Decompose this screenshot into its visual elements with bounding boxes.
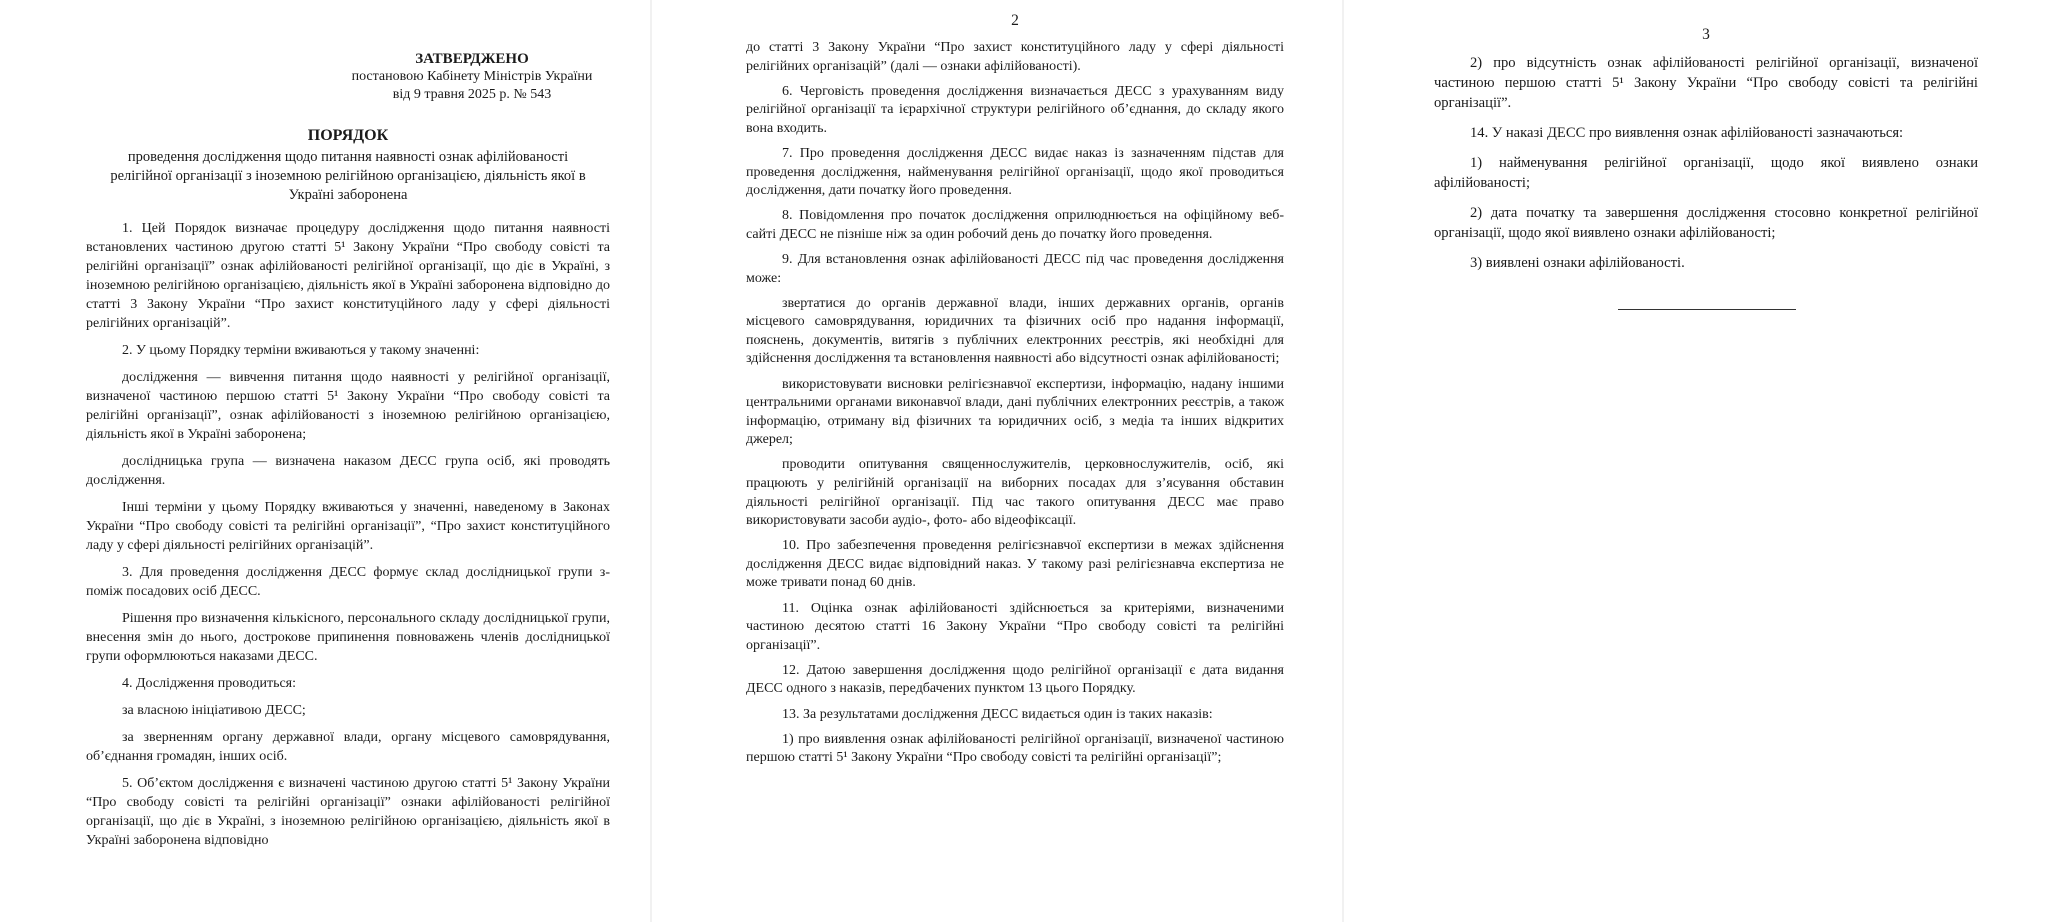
paragraph: 8. Повідомлення про початок дослідження оприлюднюється на офіційному веб-сайті ДЕСС не пізніше ніж за один робочий день до початку його проведення. (746, 208, 1284, 242)
paragraph: 1) про виявлення ознак афілійованості релігійної організації, визначеної частиною першою статті 5¹ Закону України “Про свободу совісті та релігійні організації”; (746, 731, 1284, 766)
paragraph: 12. Датою завершення дослідження щодо релігійної організації є дата видання ДЕСС одного з наказів, передбачених пунктом 13 цього Порядку. (746, 662, 1284, 697)
paragraph: 14. У наказі ДЕСС про виявлення ознак афілійованості зазначаються: (1470, 125, 1904, 141)
paragraph: за власною ініціативою ДЕСС; (122, 703, 306, 718)
paragraph: 13. За результатами дослідження ДЕСС видається один із таких наказів: (782, 706, 1213, 722)
paragraph: 6. Черговість проведення дослідження визначається ДЕСС з урахуванням виду релігійної організації та ієрархічної структури релігійного об’єднання, до складу якого вона входить. (746, 83, 1284, 136)
paragraph: Інші терміни у цьому Порядку вживаються у значенні, наведеному в Законах України “Про свободу совісті та релігійні організації”, “Про захист конституційного ладу у сфері діяльності релігійних організацій”. (86, 500, 610, 553)
document-page-2 (652, 0, 1342, 922)
paragraph: дослідницька група — визначена наказом ДЕСС група осіб, які проводять дослідження. (86, 454, 610, 488)
approved-by: постановою Кабінету Міністрів України (351, 69, 593, 84)
paragraph: 2) про відсутність ознак афілійованості релігійної організації, визначеної частиною першою статті 5¹ Закону України “Про свободу совісті та релігійні організації”. (1434, 55, 1978, 111)
document-subtitle: проведення дослідження щодо питання наявності ознак афілійованості релігійної організації з іноземною релігійною організацією, діяльність якої в Україні заборонена (110, 149, 586, 203)
paragraph: 10. Про забезпечення проведення релігієзнавчої експертизи в межах здійснення дослідження ДЕСС видає відповідний наказ. У такому разі релігієзнавча експертиза не може тривати понад 60 днів. (746, 538, 1284, 591)
paragraph: Рішення про визначення кількісного, персонального складу дослідницької групи, внесення змін до нього, дострокове припинення повноважень членів дослідницької групи оформлюються наказами ДЕСС. (86, 611, 610, 664)
paragraph: 7. Про проведення дослідження ДЕСС видає наказ із зазначенням підстав для проведення дослідження, найменування релігійної організації, щодо якої проводиться дослідження, дати початку його проведення. (746, 145, 1284, 199)
document-page-3 (1344, 0, 2048, 922)
document-end-line (1618, 309, 1796, 310)
approved-date: від 9 травня 2025 р. № 543 (392, 87, 552, 102)
paragraph: за зверненням органу державної влади, органу місцевого самоврядування, об’єднання громадян, інших осіб. (86, 730, 610, 764)
paragraph: 1. Цей Порядок визначає процедуру дослідження щодо питання наявності встановлених частиною другою статті 5¹ Закону України “Про свободу совісті та релігійні організації” ознак афілійованості релігійної організації, що діє в Україні, з іноземною релігійною організацією, діяльність якої в Україні заборонена відповідно до статті 3 Закону України “Про захист конституційного ладу у сфері діяльності релігійних організацій”. (86, 221, 610, 331)
paragraph: 2. У цьому Порядку терміни вживаються у такому значенні: (122, 343, 480, 358)
document-title: ПОРЯДОК (307, 127, 389, 144)
paragraph: проводити опитування священнослужителів, церковнослужителів, осіб, які працюють у релігійній організації на виборних посадах для з’ясування обставин діяльності релігійної організації. Під час такого опитування ДЕСС має право використовувати засоби аудіо-, фото- або відеофіксації. (746, 457, 1284, 529)
document-page-1 (0, 0, 650, 922)
paragraph: 2) дата початку та завершення дослідження стосовно конкретної релігійної організації, щодо якої виявлено ознаки афілійованості; (1434, 205, 1978, 241)
approval-stamp (322, 50, 622, 104)
paragraph: звертатися до органів державної влади, інших державних органів, органів місцевого самоврядування, юридичних та фізичних осіб про надання інформації, пояснень, документів, витягів з публічних електронних реєстрів, які необхідні для здійснення дослідження та встановлення наявності або відсутності ознак афілійованості; (746, 295, 1284, 367)
page-number: 2 (1011, 12, 1019, 29)
paragraph: дослідження — вивчення питання щодо наявності у релігійної організації, визначеної частиною першою статті 5¹ Закону України “Про свободу совісті та релігійні організації”, ознак афілійованості з іноземною релігійною організацією, діяльність якої в Україні заборонена; (86, 370, 610, 442)
paragraph: використовувати висновки релігієзнавчої експертизи, інформацію, надану іншими центральними органами виконавчої влади, дані публічних електронних реєстрів, а також інформацію, отриману від фізичних та юридичних осіб, з медіа та інших відкритих джерел; (746, 376, 1284, 448)
paragraph: 4. Дослідження проводиться: (122, 676, 297, 691)
paragraph: 5. Об’єктом дослідження є визначені частиною другою статті 5¹ Закону України “Про свободу совісті та релігійні організації” ознаки афілійованості релігійної організації, що діє в Україні, з іноземною релігійною організацією, діяльність якої в Україні заборонена відповідно (86, 776, 610, 848)
paragraph: 3. Для проведення дослідження ДЕСС формує склад дослідницької групи з-поміж посадових осіб ДЕСС. (86, 565, 610, 599)
paragraph-continuation: до статті 3 Закону України “Про захист конституційного ладу у сфері діяльності релігійних організацій” (далі — ознаки афілійованості). (746, 40, 1284, 74)
paragraph: 1) найменування релігійної організації, щодо якої виявлено ознаки афілійованості; (1434, 155, 1978, 191)
paragraph: 3) виявлені ознаки афілійованості. (1470, 255, 1685, 271)
approved-heading: ЗАТВЕРДЖЕНО (415, 51, 529, 67)
page-number: 3 (1702, 26, 1710, 43)
paragraph: 11. Оцінка ознак афілійованості здійснюється за критеріями, визначеними частиною десятою статті 16 Закону України “Про свободу совісті та релігійні організації”. (746, 600, 1284, 653)
paragraph: 9. Для встановлення ознак афілійованості ДЕСС під час проведення дослідження може: (746, 251, 1284, 286)
